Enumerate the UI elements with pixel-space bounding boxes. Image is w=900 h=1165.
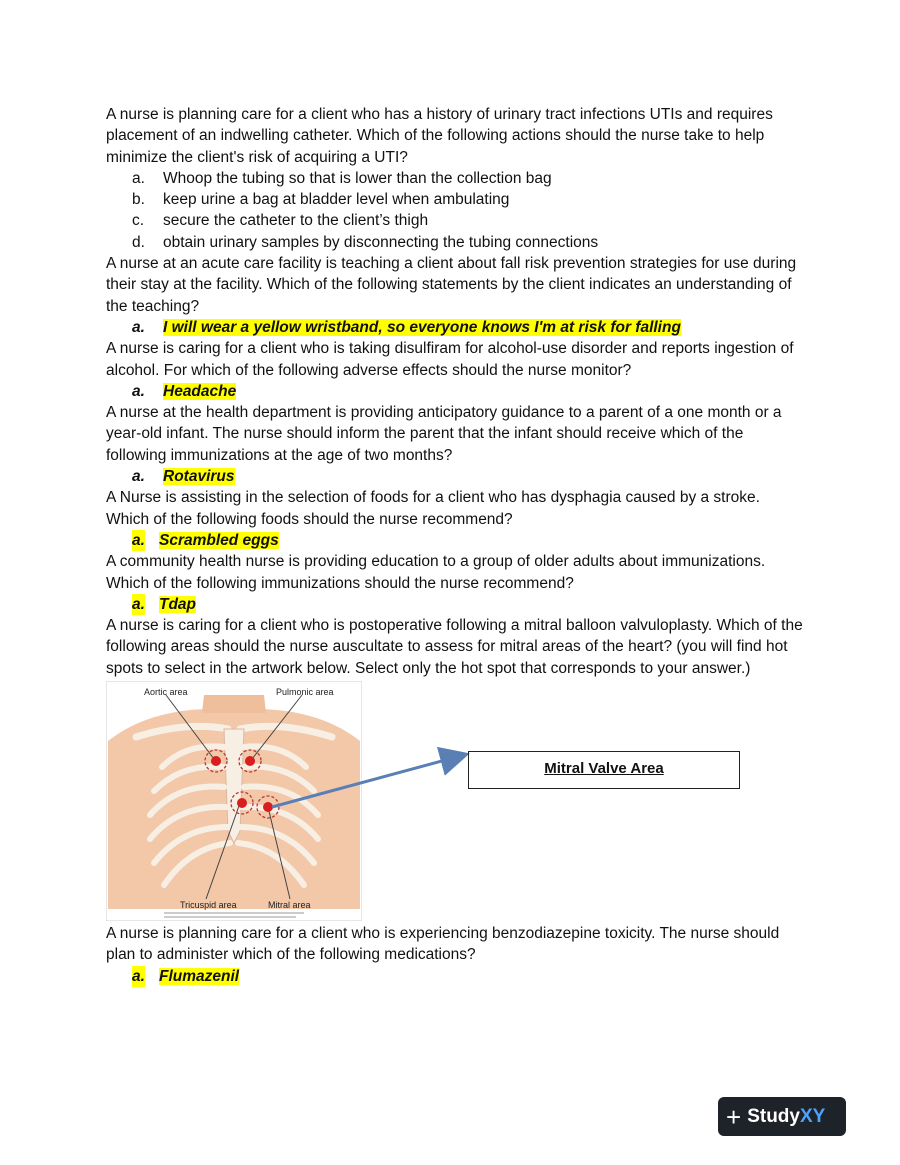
- question-stem: A nurse at the health department is providing anticipatory guidance to a parent of a one month or a year-old infant. The nurse should inform the parent that the infant should receive which of the following immunizations at the age of two months?: [106, 404, 782, 464]
- tricuspid-label: Tricuspid area: [180, 900, 237, 911]
- mitral-valve-callout[interactable]: [468, 751, 740, 789]
- question-stem: A community health nurse is providing education to a group of older adults about immunizations. Which of the following immunizations should the nurse recommend?: [106, 553, 766, 592]
- answer-text: Rotavirus: [163, 468, 235, 486]
- option-text: secure the catheter to the client’s thigh: [163, 212, 429, 230]
- heart-auscultation-figure: [106, 679, 806, 923]
- option-marker: d.: [132, 233, 145, 251]
- mitral-label: Mitral area: [268, 900, 311, 911]
- answer-marker: a.: [132, 594, 145, 615]
- answer-text: Headache: [163, 382, 237, 400]
- logo-prefix: Study: [747, 1105, 800, 1127]
- option-text: Whoop the tubing so that is lower than the collection bag: [163, 169, 552, 187]
- option-text: obtain urinary samples by disconnecting the tubing connections: [163, 233, 599, 251]
- question-stem: A nurse at an acute care facility is teaching a client about fall risk prevention strategies for use during their stay at the facility. Which of the following statements by the client indicates an understanding of the teaching?: [106, 255, 797, 315]
- studyxy-logo[interactable]: [718, 1097, 846, 1136]
- answer-text: Scrambled eggs: [159, 531, 279, 549]
- highlighted-answer: [106, 317, 806, 338]
- answer-text: Tdap: [159, 595, 197, 613]
- aortic-label: Aortic area: [144, 687, 188, 698]
- answer-marker: a.: [132, 318, 145, 336]
- option-marker: a.: [132, 169, 145, 187]
- question-stem: A nurse is caring for a client who is taking disulfiram for alcohol-use disorder and reports ingestion of alcohol. For which of the following adverse effects should the nurse monitor?: [106, 340, 794, 379]
- answer-text: Flumazenil: [159, 967, 240, 985]
- highlighted-answer: [106, 381, 806, 402]
- question-stem: A Nurse is assisting in the selection of foods for a client who has dysphagia caused by a stroke. Which of the following foods should the nurse recommend?: [106, 489, 760, 528]
- answer-marker: a.: [132, 382, 145, 400]
- logo-suffix: XY: [799, 1105, 826, 1127]
- pulmonic-label: Pulmonic area: [276, 687, 334, 698]
- option-marker: c.: [132, 212, 145, 230]
- question-stem: A nurse is planning care for a client who has a history of urinary tract infections UTIs and requires placement of an indwelling catheter. Which of the following actions should the nurse take to help minimize the client's risk of acquiring a UTI?: [106, 106, 773, 166]
- highlighted-answer: [106, 466, 806, 487]
- answer-marker: a.: [132, 468, 145, 486]
- question-stem: A nurse is caring for a client who is postoperative following a mitral balloon valvuloplasty. Which of the following areas should the nurse auscultate to assess for mitral areas of the heart? (you will find hot spots to select in the artwork below. Select only the hot spot that corresponds to your answer.): [106, 617, 803, 677]
- highlighted-answer: [106, 966, 806, 987]
- answer-marker: a.: [132, 530, 145, 551]
- document-body: [106, 104, 806, 987]
- highlighted-answer: [106, 530, 806, 551]
- answer-option[interactable]: [106, 210, 806, 231]
- callout-label: Mitral Valve Area: [544, 760, 664, 778]
- option-text: keep urine a bag at bladder level when ambulating: [163, 191, 510, 209]
- option-marker: b.: [132, 191, 145, 209]
- answer-text: I will wear a yellow wristband, so everyone knows I'm at risk for falling: [163, 318, 681, 336]
- answer-option[interactable]: [106, 168, 806, 189]
- callout-arrow: [106, 679, 486, 923]
- highlighted-answer: [106, 594, 806, 615]
- answer-marker: a.: [132, 966, 145, 987]
- question-stem: A nurse is planning care for a client who is experiencing benzodiazepine toxicity. The nurse should plan to administer which of the following medications?: [106, 925, 780, 964]
- answer-option[interactable]: [106, 232, 806, 253]
- answer-option[interactable]: [106, 189, 806, 210]
- plus-icon: +: [726, 1101, 742, 1132]
